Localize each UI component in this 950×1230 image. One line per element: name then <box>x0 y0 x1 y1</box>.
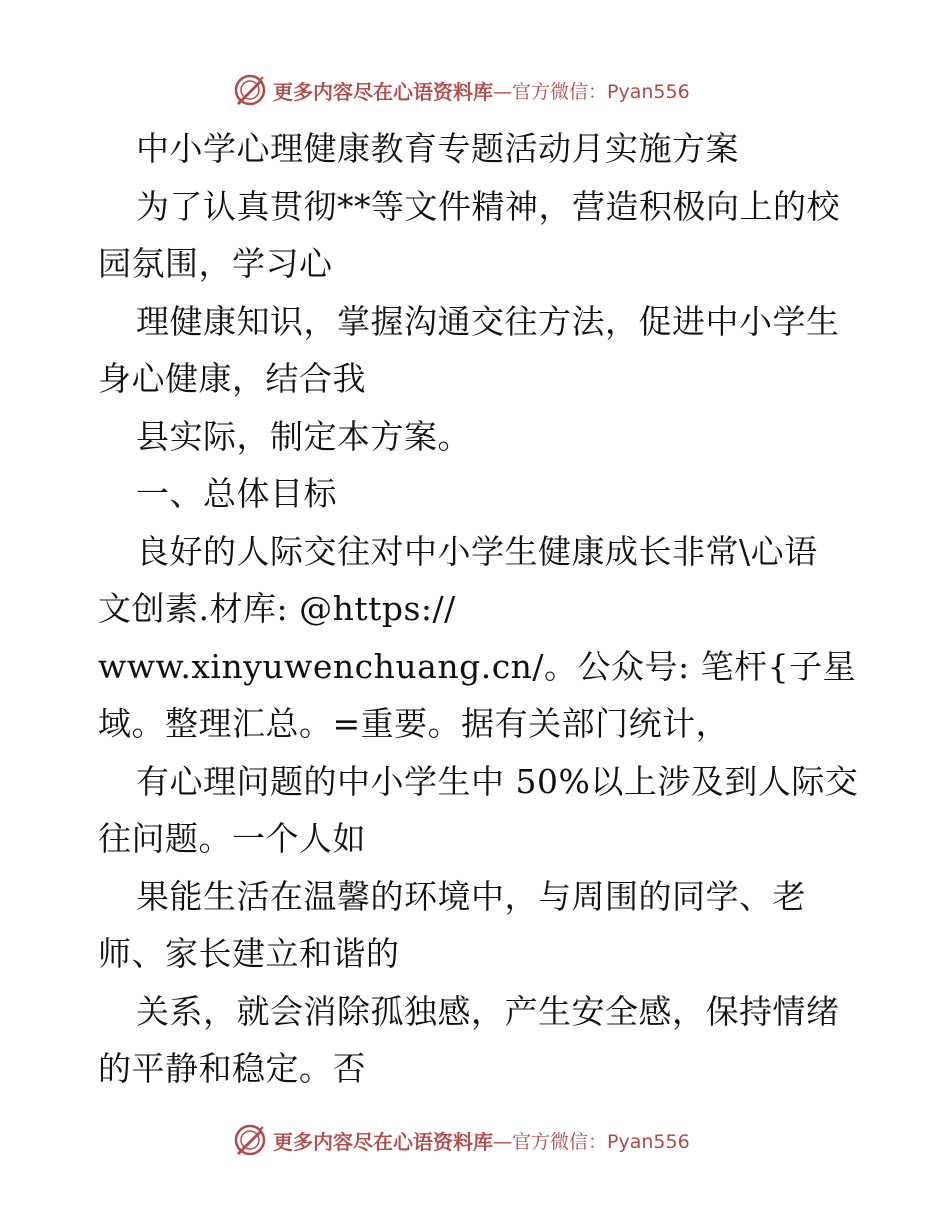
paragraph-line: 身心健康，结合我 <box>98 359 366 398</box>
pen-logo-icon <box>233 73 267 107</box>
paragraph-line: 的平静和稳定。否 <box>98 1049 366 1088</box>
paragraph-line: 县实际，制定本方案。 <box>136 416 471 456</box>
footer-watermark-banner <box>233 1122 753 1158</box>
document-body <box>98 120 858 1098</box>
paragraph-line: www.xinyuwenchuang.cn/。公众号: 笔杆{子星 <box>98 646 857 686</box>
header-contact-text: —官方微信：Pyan556 <box>493 80 690 103</box>
paragraph-line: 园氛围，学习心 <box>98 244 333 283</box>
paragraph-line: 理健康知识，掌握沟通交往方法，促进中小学生 <box>136 301 840 341</box>
pen-logo-icon <box>233 1123 267 1157</box>
header-watermark-banner <box>233 72 753 108</box>
footer-contact-text: —官方微信：Pyan556 <box>493 1130 690 1153</box>
paragraph-line: 域。整理汇总。=重要。据有关部门统计， <box>98 704 730 743</box>
paragraph-line: 良好的人际交往对中小学生健康成长非常\心语 <box>136 531 818 571</box>
paragraph-line: 师、家长建立和谐的 <box>98 934 400 973</box>
paragraph-line: 有心理问题的中小学生中 50%以上涉及到人际交 <box>136 761 858 801</box>
section-heading: 一、总体目标 <box>136 474 337 513</box>
paragraph-line: 为了认真贯彻**等文件精神，营造积极向上的校 <box>136 186 840 226</box>
paragraph-line: 往问题。一个人如 <box>98 819 366 858</box>
paragraph-line: 果能生活在温馨的环境中，与周围的同学、老 <box>136 876 806 916</box>
paragraph-line: 文创素.材库: @https:// <box>98 589 456 628</box>
footer-brand-text: 更多内容尽在心语资料库 <box>273 1129 493 1154</box>
document-title: 中小学心理健康教育专题活动月实施方案 <box>136 129 739 168</box>
header-brand-text: 更多内容尽在心语资料库 <box>273 79 493 104</box>
paragraph-line: 关系，就会消除孤独感，产生安全感，保持情绪 <box>136 991 840 1031</box>
